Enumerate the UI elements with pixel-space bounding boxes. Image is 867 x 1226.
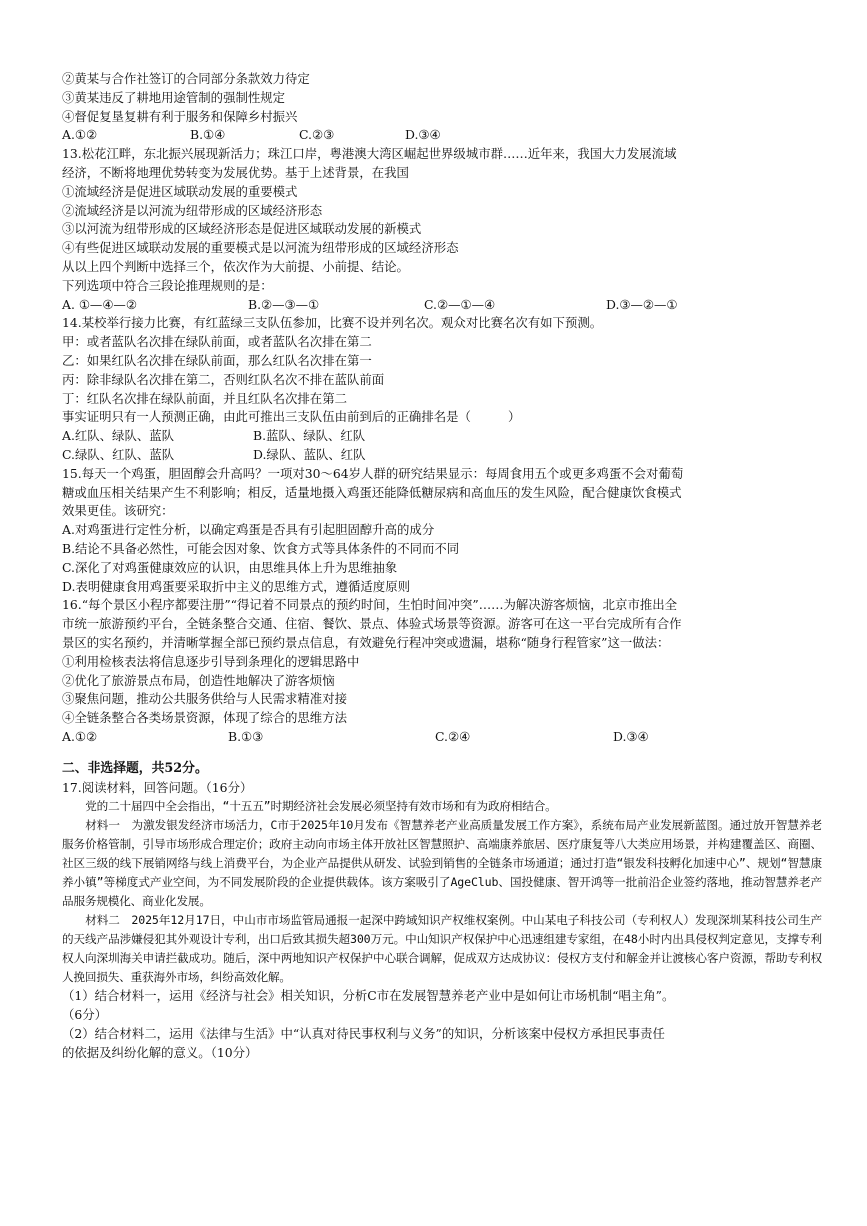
q13 bbox=[62, 145, 822, 314]
q12-option-a: A.①② bbox=[62, 127, 98, 143]
q16-item-3: ③聚焦问题，推动公共服务供给与人民需求精准对接 bbox=[62, 691, 347, 707]
q13-item-4: ④有些促进区域联动发展的重要模式是以河流为纽带形成的区域经济形态 bbox=[62, 240, 459, 256]
q15 bbox=[62, 465, 822, 597]
q16-item-4: ④全链条整合各类场景资源，体现了综合的思维方法 bbox=[62, 710, 347, 726]
q16-options bbox=[62, 728, 822, 747]
q16-option-b: B.①③ bbox=[228, 728, 264, 744]
q15-stem-3: 效果更佳。该研究： bbox=[62, 503, 174, 519]
q14-option-c: C.绿队、红队、蓝队 bbox=[62, 446, 175, 462]
q14-options-row-1 bbox=[62, 427, 822, 446]
q17-intro: 党的二十届四中全会指出，“十五五”时期经济社会发展必须坚持有效市场和有为政府相结合。 bbox=[85, 799, 557, 814]
q16-option-d: D.③④ bbox=[613, 728, 649, 744]
q17-subquestion-2-b: 的依据及纠纷化解的意义。（10分） bbox=[62, 1044, 258, 1060]
q14-option-b: B.蓝队、绿队、红队 bbox=[253, 428, 366, 444]
q14-prediction-ding: 丁：红队名次排在绿队前面，并且红队名次排在第二 bbox=[62, 390, 347, 406]
q13-stem-2: 经济，不断将地理优势转变为发展优势。基于上述背景，在我国 bbox=[62, 164, 409, 180]
q14-prediction-bing: 丙：除非绿队名次排在第二，否则红队名次不排在蓝队前面 bbox=[62, 371, 385, 387]
q13-options bbox=[62, 296, 822, 315]
q14-stem: 14.某校举行接力比赛，有红蓝绿三支队伍参加，比赛不设并列名次。观众对比赛名次有如下预测。 bbox=[62, 315, 603, 331]
section-2-title: 二、非选择题，共52分。 bbox=[62, 760, 208, 776]
q15-option-a: A.对鸡蛋进行定性分析，以确定鸡蛋是否具有引起胆固醇升高的成分 bbox=[62, 522, 435, 538]
q16 bbox=[62, 596, 822, 746]
q12-item-4: ④督促复垦复耕有利于服务和保障乡村振兴 bbox=[62, 108, 298, 124]
exam-page bbox=[62, 70, 822, 1063]
q14-prediction-jia: 甲：或者蓝队名次排在绿队前面，或者蓝队名次排在第二 bbox=[62, 334, 372, 350]
q13-instruction-1: 从以上四个判断中选择三个，依次作为大前提、小前提、结论。 bbox=[62, 258, 409, 274]
q13-option-c: C.②—①—④ bbox=[424, 296, 496, 312]
q17-stem: 17.阅读材料，回答问题。（16分） bbox=[62, 779, 253, 795]
q12-item-3: ③黄某违反了耕地用途管制的强制性规定 bbox=[62, 89, 286, 105]
q12-tail bbox=[62, 70, 822, 145]
q16-item-2: ②优化了旅游景点布局，创造性地解决了游客烦恼 bbox=[62, 672, 335, 688]
q12-options bbox=[62, 126, 822, 145]
q17-material-2: 材料二 2025年12月17日，中山市市场监管局通报一起深中跨域知识产权维权案例。中山某电子科技公司（专利权人）发现深圳某科技公司生产的天线产品涉嫌侵犯其外观设计专利，出口后致其损失超300万元。中山知识产权保护中心迅速组建专家组，在48小时内出具侵权判定意见，支撑专利权人向深圳海关申请拦截成功。随后，深中两地知识产权保护中心联合调解，促成双方达成协议：侵权方支付和解金并让渡核心客户资源，帮助专利权人挽回损失、重获海外市场，纠纷高效化解。 bbox=[62, 913, 822, 985]
q12-item-2: ②黄某与合作社签订的合同部分条款效力待定 bbox=[62, 71, 310, 86]
q13-instruction-2: 下列选项中符合三段论推理规则的是： bbox=[62, 277, 273, 293]
q16-item-1: ①利用检核表法将信息逐步引导到条理化的逻辑思路中 bbox=[62, 653, 360, 669]
q13-item-3: ③以河流为纽带形成的区域经济形态是促进区域联动发展的新模式 bbox=[62, 221, 422, 237]
q14-options-row-2 bbox=[62, 446, 822, 465]
q16-option-a: A.①② bbox=[62, 728, 98, 744]
q14-option-a: A.红队、绿队、蓝队 bbox=[62, 428, 175, 444]
q13-stem-1: 13.松花江畔，东北振兴展现新活力；珠江口岸，粤港澳大湾区崛起世界级城市群……近年来，我国大力发展流域 bbox=[62, 146, 677, 162]
q14 bbox=[62, 314, 822, 464]
q15-stem-2: 糖或血压相关结果产生不利影响；相反，适量地摄入鸡蛋还能降低糖尿病和高血压的发生风险，配合健康饮食模式 bbox=[62, 484, 682, 500]
q15-stem-1: 15.每天一个鸡蛋，胆固醇会升高吗？一项对30～64岁人群的研究结果显示：每周食用五个或更多鸡蛋不会对葡萄 bbox=[62, 465, 684, 481]
q12-option-b: B.①④ bbox=[190, 127, 226, 143]
q17 bbox=[62, 779, 822, 1063]
q13-option-b: B.②—③—① bbox=[248, 296, 320, 312]
q12-option-d: D.③④ bbox=[405, 127, 441, 143]
q15-option-d: D.表明健康食用鸡蛋要采取折中主义的思维方式，遵循适度原则 bbox=[62, 578, 410, 594]
q17-subquestion-1-b: （6分） bbox=[62, 1007, 108, 1023]
q17-subquestion-2-a: （2）结合材料二，运用《法律与生活》中“认真对待民事权利与义务”的知识，分析该案中侵权方承担民事责任 bbox=[62, 1026, 665, 1042]
q14-prediction-yi: 乙：如果红队名次排在绿队前面，那么红队名次排在第一 bbox=[62, 352, 372, 368]
q14-option-d: D.绿队、蓝队、红队 bbox=[253, 446, 366, 462]
q16-option-c: C.②④ bbox=[435, 728, 471, 744]
q13-option-d: D.③—②—① bbox=[606, 296, 678, 312]
q13-item-2: ②流域经济是以河流为纽带形成的区域经济形态 bbox=[62, 202, 323, 218]
q15-option-b: B.结论不具备必然性，可能会因对象、饮食方式等具体条件的不同而不同 bbox=[62, 540, 460, 556]
q17-material-1: 材料一 为激发银发经济市场活力，C市于2025年10月发布《智慧养老产业高质量发展工作方案》，系统布局产业发展新蓝图。通过放开智慧养老服务价格管制，引导市场形成合理定价；政府主动向市场主体开放社区智慧照护、高端康养旅居、医疗康复等八大类应用场景，并构建覆盖区、商圈、社区三级的线下展销网络与线上消费平台，为企业产品提供从研发、试验到销售的全链条市场通道；通过打造“银发科技孵化加速中心”、规划“智慧康养小镇”等梯度式产业空间，为不同发展阶段的企业提供载体。该方案吸引了AgeClub、国投健康、智开鸿等一批前沿企业签约落地，推动智慧养老产品服务规模化、商业化发展。 bbox=[62, 818, 822, 909]
q17-subquestion-1-a: （1）结合材料一，运用《经济与社会》相关知识，分析C市在发展智慧养老产业中是如何让市场机制“唱主角”。 bbox=[62, 988, 675, 1004]
q15-option-c: C.深化了对鸡蛋健康效应的认识，由思维具体上升为思维抽象 bbox=[62, 559, 398, 575]
q13-option-a: A. ①—④—② bbox=[62, 296, 137, 312]
q16-stem-2: 市统一旅游预约平台，全链条整合交通、住宿、餐饮、景点、体验式场景等资源。游客可在这一平台完成所有合作 bbox=[62, 616, 682, 632]
q16-stem-3: 景区的实名预约，并清晰掌握全部已预约景点信息，有效避免行程冲突或遗漏，堪称“随身行程管家”这一做法： bbox=[62, 634, 670, 650]
q13-item-1: ①流域经济是促进区域联动发展的重要模式 bbox=[62, 183, 298, 199]
q12-option-c: C.②③ bbox=[299, 127, 335, 143]
q16-stem-1: 16.“每个景区小程序都要注册”“得记着不同景点的预约时间，生怕时间冲突”……为解决游客烦恼，北京市推出全 bbox=[62, 597, 678, 613]
q14-question: 事实证明只有一人预测正确，由此可推出三支队伍由前到后的正确排名是（ ） bbox=[62, 409, 521, 425]
